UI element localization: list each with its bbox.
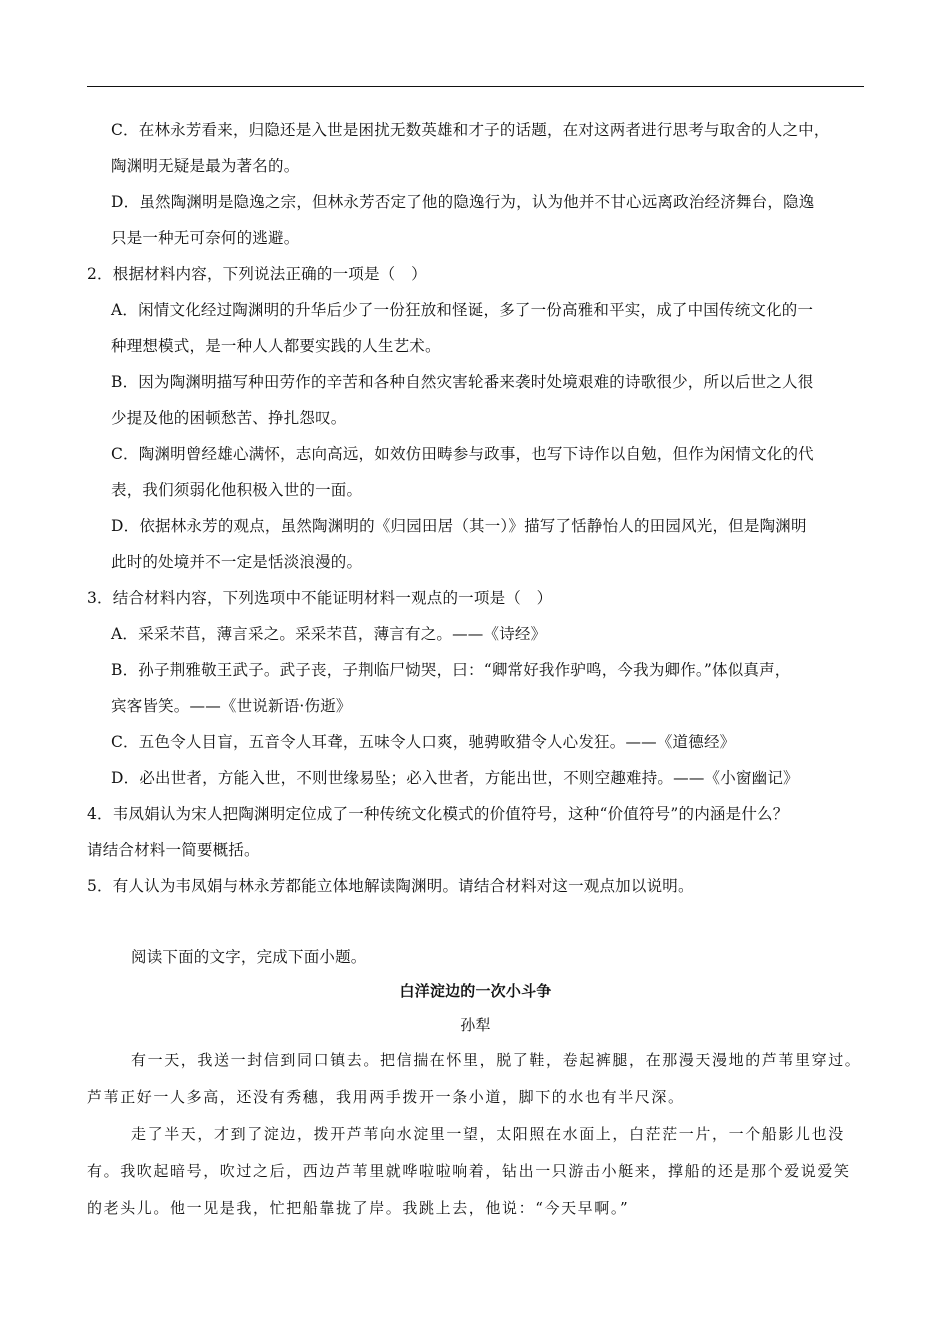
q2-option-d-line1: D．依据林永芳的观点，虽然陶渊明的《归园田居（其一）》描写了恬静怡人的田园风光，但是陶渊明 (111, 517, 807, 535)
exam-content (87, 112, 864, 1227)
q2-option-a-line2: 种理想模式，是一种人人都要实践的人生艺术。 (111, 337, 441, 355)
story-p1-line2: 芦苇正好一人多高，还没有秀穗，我用两手拨开一条小道，脚下的水也有半尺深。 (87, 1088, 685, 1106)
q2-option-d-line2: 此时的处境并不一定是恬淡浪漫的。 (111, 553, 363, 571)
q3-option-a: A．采采芣苢，薄言采之。采采芣苢，薄言有之。——《诗经》 (111, 625, 547, 643)
q1-option-d-line1: D．虽然陶渊明是隐逸之宗，但林永芳否定了他的隐逸行为，认为他并不甘心远离政治经济舞台，隐逸 (111, 193, 815, 211)
story-p2-line2: 有。我吹起暗号，吹过之后，西边芦苇里就哗啦啦响着，钻出一只游击小艇来，撑船的还是那个爱说爱笑 (87, 1162, 851, 1180)
story-p2-line1: 走了半天，才到了淀边，拨开芦苇向水淀里一望，太阳照在水面上，白茫茫一片，一个船影儿也没 (131, 1125, 845, 1143)
story-author: 孙犁 (460, 1016, 491, 1034)
q1-option-c-line2: 陶渊明无疑是最为著名的。 (111, 157, 300, 175)
q2-option-c-line2: 表，我们须弱化他积极入世的一面。 (111, 481, 363, 499)
q3-stem: 3．结合材料内容，下列选项中不能证明材料一观点的一项是（ ） (87, 589, 553, 607)
q5-line1: 5．有人认为韦凤娟与林永芳都能立体地解读陶渊明。请结合材料对这一观点加以说明。 (87, 877, 694, 895)
q3-option-b-line1: B．孙子荆雅敬王武子。武子丧，子荆临尸恸哭，曰：“卿常好我作驴鸣，今我为卿作。”体似真声， (111, 661, 791, 679)
q3-option-c: C．五色令人目盲，五音令人耳聋，五味令人口爽，驰骋畋猎令人心发狂。——《道德经》 (111, 733, 736, 751)
story-title: 白洋淀边的一次小斗争 (399, 982, 552, 1000)
story-p1-line1: 有一天，我送一封信到同口镇去。把信揣在怀里，脱了鞋，卷起裤腿，在那漫天漫地的芦苇里穿过。 (131, 1051, 862, 1069)
q2-option-c-line1: C．陶渊明曾经雄心满怀，志向高远，如效仿田畴参与政事，也写下诗作以自勉，但作为闲情文化的代 (111, 445, 814, 463)
q4-line1: 4．韦凤娟认为宋人把陶渊明定位成了一种传统文化模式的价值符号，这种“价值符号”的内涵是什么？ (87, 805, 789, 823)
reading-intro: 阅读下面的文字，完成下面小题。 (131, 948, 367, 966)
q2-option-b-line2: 少提及他的困顿愁苦、挣扎怨叹。 (111, 409, 347, 427)
q3-option-b-line2: 宾客皆笑。——《世说新语·伤逝》 (111, 697, 352, 715)
story-p2-line3: 的老头儿。他一见是我，忙把船靠拢了岸。我跳上去，他说：“今天早啊。” (87, 1199, 630, 1217)
q2-stem: 2．根据材料内容，下列说法正确的一项是（ ） (87, 265, 427, 283)
section-gap (87, 904, 864, 940)
q2-option-a-line1: A．闲情文化经过陶渊明的升华后少了一份狂放和怪诞，多了一份高雅和平实，成了中国传统文化的一 (111, 301, 814, 319)
q1-option-c-line1: C．在林永芳看来，归隐还是入世是困扰无数英雄和才子的话题，在对这两者进行思考与取舍的人之中， (111, 121, 830, 139)
q3-option-d: D．必出世者，方能入世，不则世缘易坠；必入世者，方能出世，不则空趣难持。——《小窗幽记》 (111, 769, 799, 787)
q1-option-d-line2: 只是一种无可奈何的逃避。 (111, 229, 300, 247)
q4-line2: 请结合材料一简要概括。 (87, 841, 260, 859)
header-rule (87, 86, 864, 87)
q2-option-b-line1: B．因为陶渊明描写种田劳作的辛苦和各种自然灾害轮番来袭时处境艰难的诗歌很少，所以后世之人很 (111, 373, 814, 391)
